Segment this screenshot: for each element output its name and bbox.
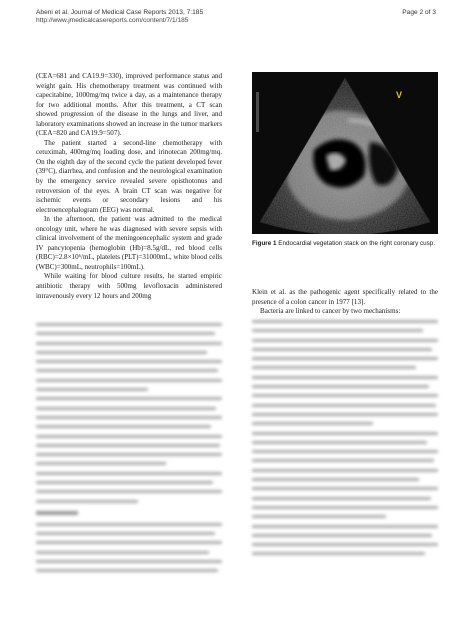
paragraph: The patient started a second-line chemotherapy with cetuximab, 400mg/mq loading dose, and irinotecan 200mg/mq. On the eighth day of the second cycle the patient developed fever (39°C), diarrhea, and confusion and the neurological examination by the emergency service revealed severe opisthotonus and retroversion of the eyes. A brain CT scan was negative for ischemic events or secondary lesions and his electroencephalogram (EEG) was normal.	[36, 138, 222, 214]
left-column	[36, 72, 222, 301]
article-url[interactable]: http://www.jmedicalcasereports.com/content/7/1/185	[36, 17, 189, 25]
blurred-text-right	[252, 320, 438, 562]
vegetation-marker: V	[396, 90, 403, 100]
figure-caption-text: Endocardial vegetation stack on the right coronary cusp.	[278, 240, 436, 247]
figure-label: Figure 1	[252, 240, 277, 247]
blurred-text-left	[36, 323, 222, 578]
ultrasound-image	[252, 72, 438, 234]
paragraph: (CEA=681 and CA19.9=330), improved performance status and weight gain. His chemotherapy treatment was continued with capecitabine, 1000mg/mq twice a day, as a maintenance therapy for two additional months. After this treatment, a CT scan showed progression of the disease in the lungs and liver, and laboratory examinations showed an increase in the tumor markers (CEA=820 and CA19.9=507).	[36, 72, 222, 138]
page-number: Page 2 of 3	[402, 9, 436, 16]
figure-caption	[252, 240, 438, 248]
paragraph: Bacteria are linked to cancer by two mechanisms:	[260, 307, 401, 316]
echocardiogram-figure	[252, 72, 438, 234]
paragraph: While waiting for blood culture results, he started empiric antibiotic therapy with 500mg levofloxacin administered intravenously every 12 hours and 200mg	[36, 272, 222, 300]
paragraph: Klein et al. as the pathogenic agent specifically related to the presence of a colon cancer in 1977 [13].	[252, 288, 438, 306]
running-header	[36, 9, 203, 26]
right-column	[252, 288, 438, 317]
journal-citation: Abeni et al. Journal of Medical Case Reports 2013, 7:185	[36, 9, 204, 16]
paragraph: In the afternoon, the patient was admitted to the medical oncology unit, where he was diagnosed with severe sepsis with clinical involvement of the meningoencephalic system and grade IV pancytopenia (hemoglobin (Hb)=8.5g/dL, red blood cells (RBC)=2.8×10⁶/mL, platelets (PLT)=31000mL, white blood cells (WBC)=300mL, neutrophils=100mL).	[36, 215, 222, 271]
